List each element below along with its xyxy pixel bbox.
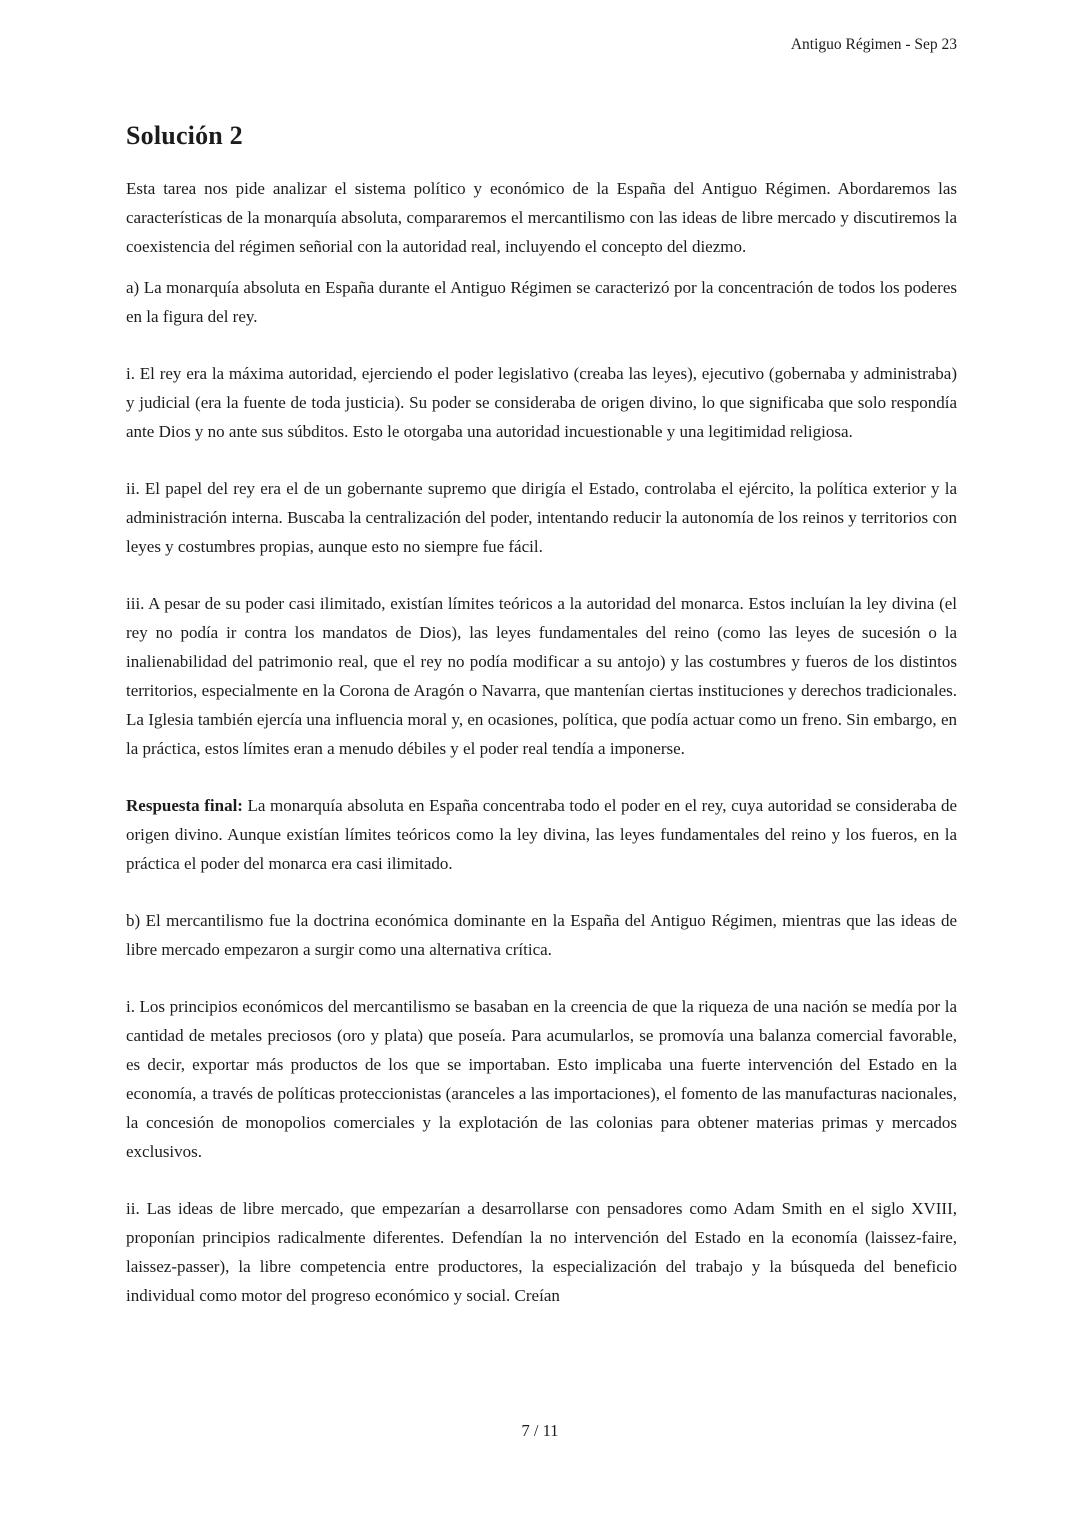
paragraph-intro: Esta tarea nos pide analizar el sistema político y económico de la España del Antiguo Régimen. Abordaremos las características de la monarquía absoluta, compararemos el mercantilismo con las ideas de libre mercado y discutiremos la coexistencia del régimen señorial con la autoridad real, incluyendo el concepto del diezmo. — [126, 179, 957, 256]
paragraph-respuesta-final — [126, 791, 957, 878]
paragraph-section-a: a) La monarquía absoluta en España durante el Antiguo Régimen se caracterizó por la concentración de todos los poderes en la figura del rey. — [126, 278, 957, 326]
respuesta-final-text: La monarquía absoluta en España concentraba todo el poder en el rey, cuya autoridad se consideraba de origen divino. Aunque existían límites teóricos como la ley divina, las leyes fundamentales del reino y los fueros, en la práctica el poder del monarca era casi ilimitado. — [126, 796, 957, 873]
page-number: 7 / 11 — [521, 1421, 559, 1440]
respuesta-final-label: Respuesta final: — [126, 796, 243, 815]
paragraph-a-ii: ii. El papel del rey era el de un gobernante supremo que dirigía el Estado, controlaba el ejército, la política exterior y la administración interna. Buscaba la centralización del poder, intentando reducir la autonomía de los reinos y territorios con leyes y costumbres propias, aunque esto no siempre fue fácil. — [126, 479, 957, 556]
paragraph-a-iii: iii. A pesar de su poder casi ilimitado, existían límites teóricos a la autoridad del monarca. Estos incluían la ley divina (el rey no podía ir contra los mandatos de Dios), las leyes fundamentales del reino (como las leyes de sucesión o la inalienabilidad del patrimonio real, que el rey no podía modificar a su antojo) y las costumbres y fueros de los distintos territorios, especialmente en la Corona de Aragón o Navarra, que mantenían ciertas instituciones y derechos tradicionales. La Iglesia también ejercía una influencia moral y, en ocasiones, política, que podía actuar como un freno. Sin embargo, en la práctica, estos límites eran a menudo débiles y el poder real tendía a imponerse. — [126, 594, 957, 758]
running-header: Antiguo Régimen - Sep 23 — [790, 36, 957, 53]
paragraph-b-ii: ii. Las ideas de libre mercado, que empezarían a desarrollarse con pensadores como Adam Smith en el siglo XVIII, proponían principios radicalmente diferentes. Defendían la no intervención del Estado en la economía (laissez-faire, laissez-passer), la libre competencia entre productores, la especialización del trabajo y la búsqueda del beneficio individual como motor del progreso económico y social. Creían — [126, 1199, 957, 1305]
page-title: Solución 2 — [126, 121, 243, 150]
paragraph-section-b: b) El mercantilismo fue la doctrina económica dominante en la España del Antiguo Régimen, mientras que las ideas de libre mercado empezaron a surgir como una alternativa crítica. — [126, 911, 957, 959]
page-content — [126, 0, 957, 1310]
paragraph-b-i: i. Los principios económicos del mercantilismo se basaban en la creencia de que la riqueza de una nación se medía por la cantidad de metales preciosos (oro y plata) que poseía. Para acumularlos, se promovía una balanza comercial favorable, es decir, exportar más productos de los que se importaban. Esto implicaba una fuerte intervención del Estado en la economía, a través de políticas proteccionistas (aranceles a las importaciones), el fomento de las manufacturas nacionales, la concesión de monopolios comerciales y la explotación de las colonias para obtener materias primas y mercados exclusivos. — [126, 997, 957, 1161]
paragraph-a-i: i. El rey era la máxima autoridad, ejerciendo el poder legislativo (creaba las leyes), ejecutivo (gobernaba y administraba) y judicial (era la fuente de toda justicia). Su poder se consideraba de origen divino, lo que significaba que solo respondía ante Dios y no ante sus súbditos. Esto le otorgaba una autoridad incuestionable y una legitimidad religiosa. — [126, 364, 957, 441]
